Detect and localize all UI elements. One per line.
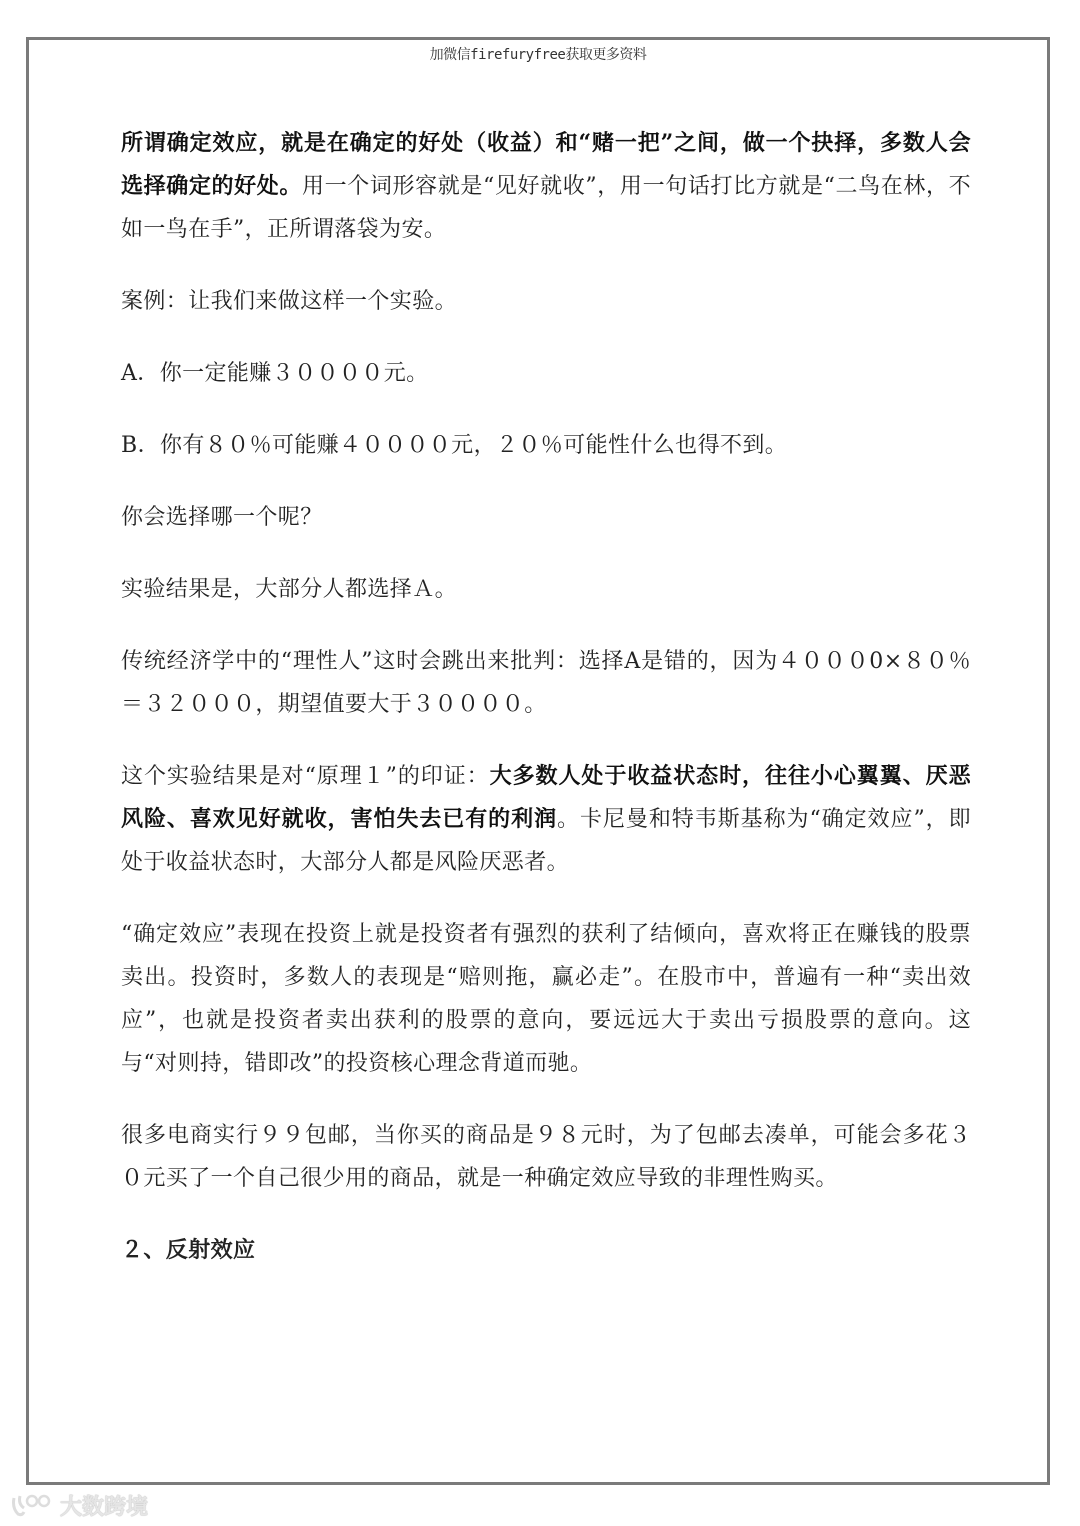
document-body xyxy=(121,122,971,1301)
paragraph-question xyxy=(121,496,971,539)
paragraph-option-a xyxy=(121,352,971,395)
text: “确定效应”表现在投资上就是投资者有强烈的获利了结倾向，喜欢将正在赚钱的股票卖出。投资时，多数人的表现是“赔则拖，赢必走”。在股市中，普遍有一种“卖出效应”，也就是投资者卖出获利的股票的意向，要远远大于卖出亏损股票的意向。这与“对则持，错即改”的投资核心理念背道而驰。 xyxy=(121,922,971,1076)
header-note: 加微信firefuryfree获取更多资料 xyxy=(429,47,647,63)
text: A．你一定能赚３００００元。 xyxy=(121,361,429,386)
paragraph-ecommerce xyxy=(121,1114,971,1200)
text: 。卡尼曼和特韦斯基称为“确定效应”，即处于收益状态时，大部分人都是风险厌恶者。 xyxy=(121,807,971,875)
paragraph-result xyxy=(121,568,971,611)
watermark-text: 大数跨境 xyxy=(60,1494,149,1520)
text: 传统经济学中的“理性人”这时会跳出来批判：选择A是错的，因为４０００0×８０％＝３２０００，期望值要大于３００００。 xyxy=(121,649,971,717)
text: 案例：让我们来做这样一个实验。 xyxy=(121,289,458,314)
paragraph-rational-critique xyxy=(121,640,971,726)
bold-text: 所谓确定效应，就是在确定的好处（收益）和“赌一把”之间，做一个抉择，多数人会选择确定的好处。 xyxy=(121,130,971,199)
bold-text: 大多数人处于收益状态时，往往小心翼翼、厌恶风险、喜欢见好就收，害怕失去已有的利润 xyxy=(121,763,971,832)
paragraph-definition xyxy=(121,122,971,251)
brand-logo-icon xyxy=(10,1492,54,1518)
text: 这个实验结果是对“原理１”的印证： xyxy=(121,764,490,789)
text: 很多电商实行９９包邮，当你买的商品是９８元时，为了包邮去凑单，可能会多花３０元买了一个自己很少用的商品，就是一种确定效应导致的非理性购买。 xyxy=(121,1123,971,1191)
paragraph-option-b xyxy=(121,424,971,467)
paragraph-investment xyxy=(121,913,971,1085)
text: 你会选择哪一个呢？ xyxy=(121,505,323,530)
text: B．你有８０％可能赚４００００元，２０％可能性什么也得不到。 xyxy=(121,433,788,458)
paragraph-case-intro xyxy=(121,280,971,323)
section-heading: ２、反射效应 xyxy=(121,1237,256,1263)
text: 用一个词形容就是“见好就收”，用一句话打比方就是“二鸟在林，不如一鸟在手”，正所谓落袋为安。 xyxy=(121,174,971,242)
document-page xyxy=(26,37,1050,1485)
paragraph-principle xyxy=(121,755,971,884)
watermark xyxy=(10,1490,148,1520)
text: 实验结果是，大部分人都选择Ａ。 xyxy=(121,577,458,602)
